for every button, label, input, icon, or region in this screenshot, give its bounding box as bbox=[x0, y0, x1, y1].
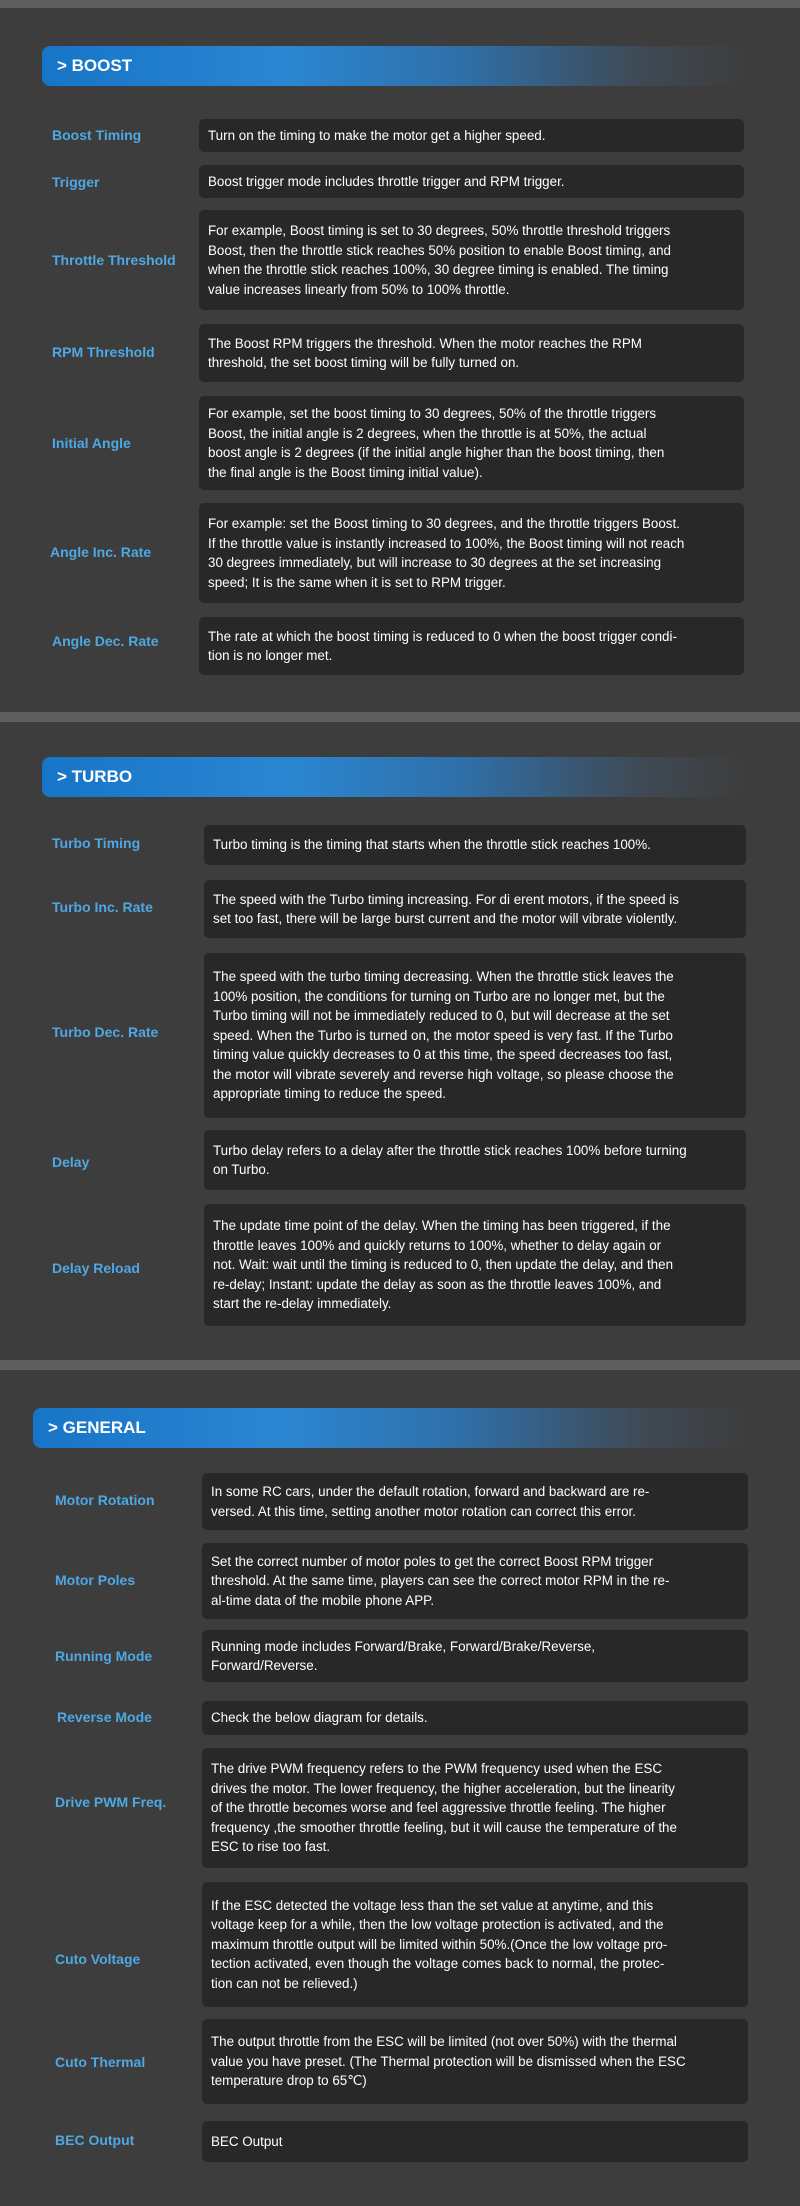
top-divider bbox=[0, 0, 800, 8]
label-angle-inc-rate: Angle Inc. Rate bbox=[50, 544, 152, 560]
desc-cuto-thermal: The output throttle from the ESC will be limited (not over 50%) with the thermal value you have preset. (The Thermal protection will be dismissed when the ESC temperature drop to 65℃) bbox=[202, 2019, 748, 2104]
desc-cuto-voltage: If the ESC detected the voltage less than the set value at anytime, and this voltage keep for a while, then the low voltage protection is activated, and the maximum throttle output will be limited within 50%.(Once the low voltage pro- tection activated, even though the voltage comes back to normal, the protec- tion can not be relieved.) bbox=[202, 1882, 748, 2007]
label-rpm-threshold: RPM Threshold bbox=[52, 344, 155, 360]
desc-delay-reload: The update time point of the delay. When the timing has been triggered, if the throttle leaves 100% and quickly returns to 100%, whether to delay again or not. Wait: wait until the timing is reduced to 0, then update the delay, and then re-delay; Instant: update the delay as soon as the throttle leaves 100%, and start the re-delay immediately. bbox=[204, 1204, 746, 1326]
label-turbo-inc-rate: Turbo Inc. Rate bbox=[52, 899, 153, 915]
label-drive-pwm-freq: Drive PWM Freq. bbox=[55, 1794, 167, 1810]
desc-turbo-inc-rate: The speed with the Turbo timing increasing. For di erent motors, if the speed is set too fast, there will be large burst current and the motor will vibrate violently. bbox=[204, 880, 746, 938]
desc-running-mode: Running mode includes Forward/Brake, Forward/Brake/Reverse, Forward/Reverse. bbox=[202, 1630, 748, 1682]
desc-drive-pwm-freq: The drive PWM frequency refers to the PWM frequency used when the ESC drives the motor. The lower frequency, the higher acceleration, but the linearity of the throttle becomes worse and feel aggressive throttle feeling. The higher frequency ,the smoother throttle feeling, but it will cause the temperature of the ESC to rise too fast. bbox=[202, 1748, 748, 1868]
section-divider bbox=[0, 1360, 800, 1370]
desc-angle-dec-rate: The rate at which the boost timing is reduced to 0 when the boost trigger condi- tion is no longer met. bbox=[199, 617, 744, 675]
desc-trigger: Boost trigger mode includes throttle trigger and RPM trigger. bbox=[199, 165, 744, 198]
label-angle-dec-rate: Angle Dec. Rate bbox=[52, 633, 159, 649]
label-reverse-mode: Reverse Mode bbox=[57, 1709, 152, 1725]
desc-motor-rotation: In some RC cars, under the default rotation, forward and backward are re- versed. At this time, setting another motor rotation can correct this error. bbox=[202, 1473, 748, 1530]
desc-throttle-threshold: For example, Boost timing is set to 30 degrees, 50% throttle threshold triggers Boost, then the throttle stick reaches 50% position to enable Boost timing, and when the throttle stick reaches 100%, 30 degree timing is enabled. The timing value increases linearly from 50% to 100% throttle. bbox=[199, 210, 744, 310]
label-boost-timing: Boost Timing bbox=[52, 127, 142, 143]
label-running-mode: Running Mode bbox=[55, 1648, 153, 1664]
label-motor-rotation: Motor Rotation bbox=[55, 1492, 155, 1508]
section-header-boost: > BOOST bbox=[42, 46, 744, 86]
desc-reverse-mode: Check the below diagram for details. bbox=[202, 1701, 748, 1735]
label-turbo-dec-rate: Turbo Dec. Rate bbox=[52, 1024, 159, 1040]
label-delay-reload: Delay Reload bbox=[52, 1260, 140, 1276]
label-trigger: Trigger bbox=[52, 174, 100, 190]
label-bec-output: BEC Output bbox=[55, 2132, 135, 2148]
label-cuto-thermal: Cuto Thermal bbox=[55, 2054, 146, 2070]
label-turbo-timing: Turbo Timing bbox=[52, 835, 141, 851]
label-motor-poles: Motor Poles bbox=[55, 1572, 136, 1588]
desc-motor-poles: Set the correct number of motor poles to get the correct Boost RPM trigger threshold. At the same time, players can see the correct motor RPM in the re- al-time data of the mobile phone APP. bbox=[202, 1543, 748, 1619]
desc-initial-angle: For example, set the boost timing to 30 degrees, 50% of the throttle triggers Boost, the initial angle is 2 degrees, when the throttle is at 50%, the actual boost angle is 2 degrees (if the initial angle higher than the boost timing, then the final angle is the Boost timing initial value). bbox=[199, 396, 744, 490]
desc-turbo-timing: Turbo timing is the timing that starts when the throttle stick reaches 100%. bbox=[204, 825, 746, 865]
desc-rpm-threshold: The Boost RPM triggers the threshold. When the motor reaches the RPM threshold, the set boost timing will be fully turned on. bbox=[199, 324, 744, 382]
desc-boost-timing: Turn on the timing to make the motor get a higher speed. bbox=[199, 119, 744, 152]
section-header-general: > GENERAL bbox=[33, 1408, 749, 1448]
label-initial-angle: Initial Angle bbox=[52, 435, 131, 451]
label-throttle-threshold: Throttle Threshold bbox=[52, 252, 176, 268]
label-delay: Delay bbox=[52, 1154, 90, 1170]
label-cuto-voltage: Cuto Voltage bbox=[55, 1951, 141, 1967]
section-header-turbo: > TURBO bbox=[42, 757, 744, 797]
desc-bec-output: BEC Output bbox=[202, 2121, 748, 2162]
desc-turbo-dec-rate: The speed with the turbo timing decreasing. When the throttle stick leaves the 100% position, the conditions for turning on Turbo are no longer met, but the Turbo timing will not be immediately reduced to 0, but will decrease at the set speed. When the Turbo is turned on, the motor speed is very fast. If the Turbo timing value quickly decreases to 0 at this time, the speed decreases too fast, the motor will vibrate severely and reverse high voltage, so please choose the appropriate timing to reduce the speed. bbox=[204, 953, 746, 1118]
section-divider bbox=[0, 712, 800, 722]
desc-delay: Turbo delay refers to a delay after the throttle stick reaches 100% before turning on Turbo. bbox=[204, 1130, 746, 1190]
desc-angle-inc-rate: For example: set the Boost timing to 30 degrees, and the throttle triggers Boost. If the throttle value is instantly increased to 100%, the Boost timing will not reach 30 degrees immediately, but will increase to 30 degrees at the set increasing speed; It is the same when it is set to RPM trigger. bbox=[199, 503, 744, 603]
